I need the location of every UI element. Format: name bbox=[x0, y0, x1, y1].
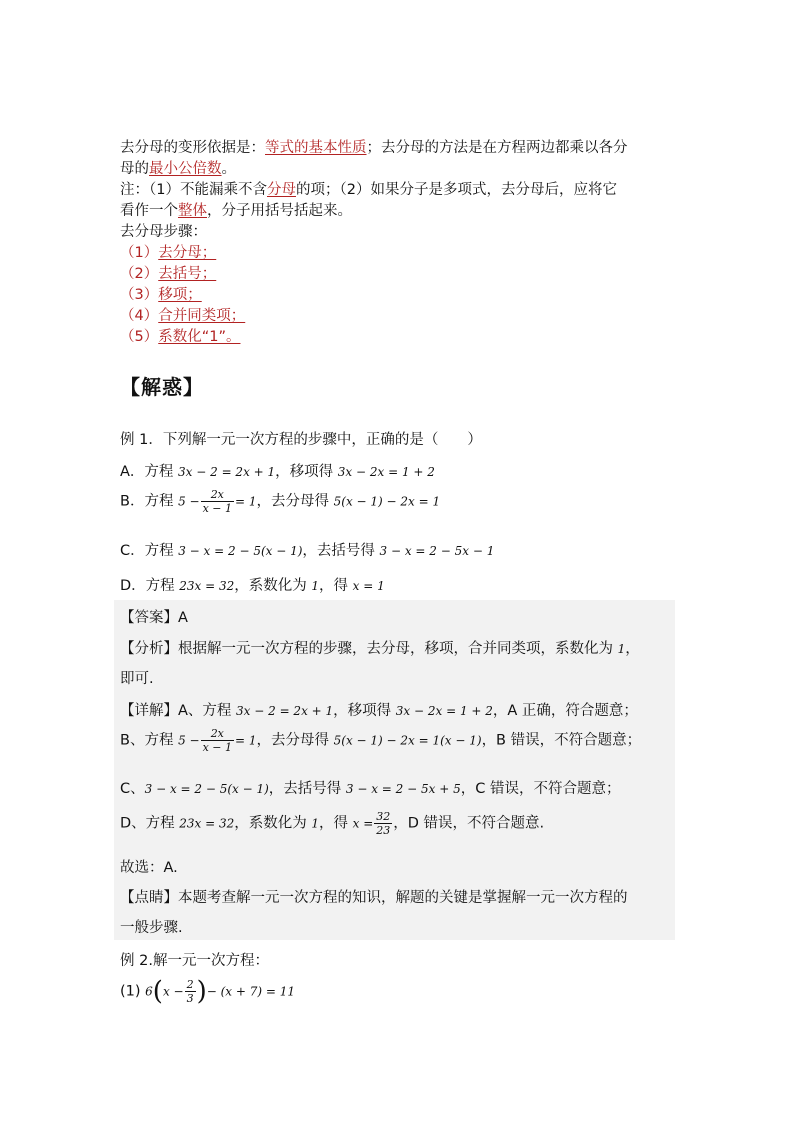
option-c: C．方程 3 − x = 2 − 5(x − 1)，去括号得 3 − x = 2 − 5x − 1 bbox=[120, 543, 495, 559]
detail-d: D、方程 23x = 32，系数化为 1，得 x = $\frac{32}{23}$ ，D 错误，不符合题意. bbox=[120, 810, 545, 837]
fraction: $\frac{2x}{x - 1}$ bbox=[202, 488, 232, 515]
option-b: B．方程 5 − $\frac{2x}{x - 1}$ = 1，去分母得 5(x − 1) − 2x = 1 bbox=[120, 488, 441, 515]
choose-line: 故选：A. bbox=[120, 860, 178, 876]
intro-line-4: 看作一个整体，分子用括号括起来。 bbox=[120, 203, 352, 219]
step-item: （3）移项； bbox=[120, 287, 202, 303]
analysis-line-1: 【分析】根据解一元一次方程的步骤，去分母，移项，合并同类项，系数化为 1， bbox=[120, 641, 640, 657]
intro-line-1: 去分母的变形依据是：等式的基本性质；去分母的方法是在方程两边都乘以各分 bbox=[120, 140, 628, 156]
highlight-lcm: 最小公倍数 bbox=[149, 161, 222, 177]
example-1-stem: 例 1．下列解一元一次方程的步骤中，正确的是（ ） bbox=[120, 432, 482, 448]
intro-line-2: 母的最小公倍数。 bbox=[120, 161, 236, 177]
detail-b: B、方程 5 − $\frac{2x}{x - 1}$ = 1，去分母得 5(x − 1) − 2x = 1(x − 1)，B 错误，不符合题意； bbox=[120, 727, 642, 754]
tip-line-2: 一般步骤. bbox=[120, 920, 183, 936]
analysis-line-2: 即可. bbox=[120, 671, 154, 687]
detail-a: 【详解】A、方程 3x − 2 = 2x + 1，移项得 3x − 2x = 1 + 2，A 正确，符合题意； bbox=[120, 703, 638, 719]
example-2-problem-1: (1) 6(x − $\frac{2}{3}$ )− (x + 7) = 11 bbox=[120, 976, 296, 1007]
section-heading: 【解惑】 bbox=[120, 375, 204, 399]
fraction: $\frac{32}{23}$ bbox=[376, 810, 391, 837]
step-item: （4）合并同类项； bbox=[120, 308, 246, 324]
intro-line-3: 注：（1）不能漏乘不含分母的项；（2）如果分子是多项式，去分母后，应将它 bbox=[120, 182, 617, 198]
fraction: $\frac{2x}{x - 1}$ bbox=[202, 727, 232, 754]
highlight-whole: 整体 bbox=[178, 203, 207, 219]
example-2-stem: 例 2.解一元一次方程： bbox=[120, 953, 269, 969]
intro-section bbox=[120, 138, 680, 348]
step-item: （2）去括号； bbox=[120, 266, 217, 282]
answer-line: 【答案】A bbox=[120, 610, 188, 626]
highlight-basic-property: 等式的基本性质 bbox=[265, 140, 367, 156]
step-item: （5）系数化“1”。 bbox=[120, 329, 241, 345]
detail-c: C、3 − x = 2 − 5(x − 1)，去括号得 3 − x = 2 − 5x + 5，C 错误，不符合题意； bbox=[120, 781, 621, 797]
option-a: A．方程 3x − 2 = 2x + 1，移项得 3x − 2x = 1 + 2 bbox=[120, 464, 435, 480]
fraction: $\frac{2}{3}$ bbox=[186, 978, 194, 1005]
steps-title: 去分母步骤： bbox=[120, 224, 207, 240]
option-d: D．方程 23x = 32，系数化为 1，得 x = 1 bbox=[120, 578, 385, 594]
tip-line-1: 【点睛】本题考查解一元一次方程的知识，解题的关键是掌握解一元一次方程的 bbox=[120, 890, 628, 906]
step-item: （1）去分母； bbox=[120, 245, 217, 261]
highlight-denominator: 分母 bbox=[266, 182, 296, 198]
